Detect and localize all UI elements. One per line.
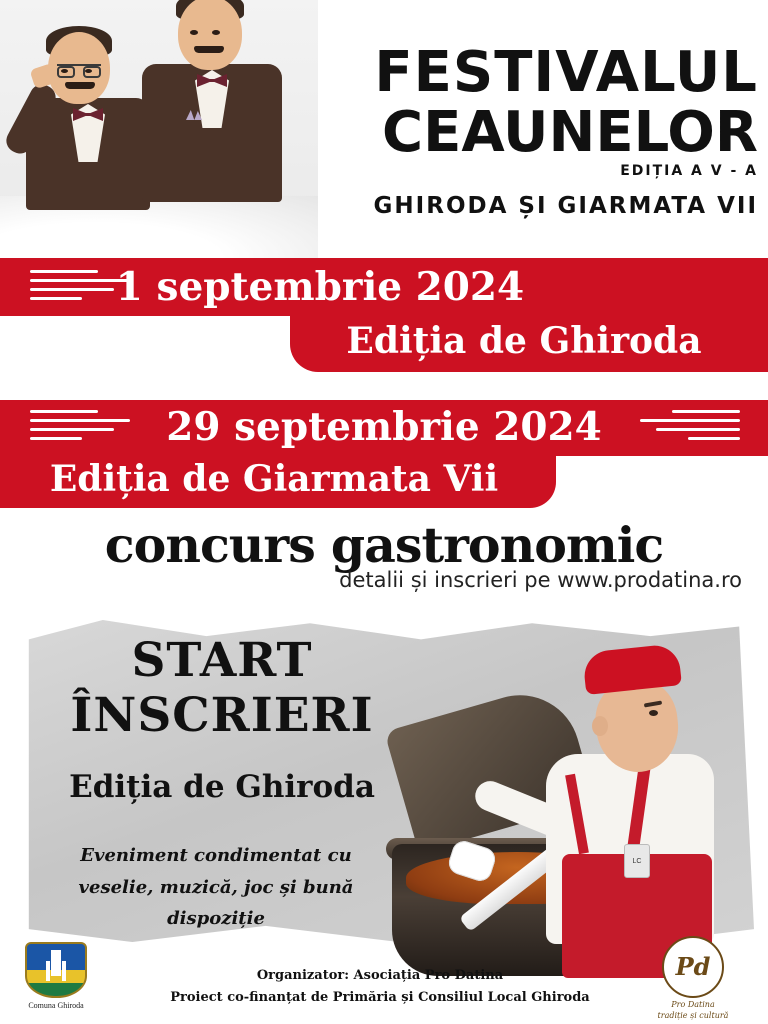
logo-subtitle: Pro Datina — [671, 1000, 715, 1009]
logo-ring-icon — [662, 936, 724, 998]
logo-tagline: tradiție și cultură — [657, 1011, 729, 1020]
organizer-block — [120, 965, 640, 1011]
entertainers-photo — [0, 0, 318, 258]
chef-ear — [592, 716, 608, 736]
entertainer-right-suit — [142, 64, 282, 202]
contest-section — [0, 516, 768, 592]
entertainer-left-mustache — [65, 82, 95, 89]
registration-tagline-line1: Eveniment condimentat cu — [80, 845, 352, 866]
glasses-icon — [57, 64, 101, 76]
ghiroda-coat-of-arms — [16, 942, 96, 1014]
registration-start-line1: START — [131, 633, 313, 688]
footer-section — [0, 928, 768, 1024]
entertainer-right-head — [178, 0, 242, 70]
event-band-giarmata — [0, 400, 768, 508]
festival-title-block — [330, 40, 758, 219]
band2-edition: Ediția de Giarmata Vii — [49, 458, 499, 500]
registration-tagline — [36, 840, 396, 935]
entertainer-right — [132, 0, 292, 224]
chef-hat-icon — [582, 643, 682, 695]
registration-edition: Ediția de Ghiroda — [69, 769, 375, 806]
band1-edition: Ediția de Ghiroda — [346, 320, 702, 362]
registration-tagline-line2: veselie, muzică, joc și bună dispoziție — [78, 876, 354, 929]
glasses-lens-right — [83, 66, 101, 78]
chef-badge: LC — [624, 844, 650, 878]
entertainer-right-eye-left — [190, 30, 198, 35]
registration-headline-block — [42, 634, 402, 805]
festival-title-line2: CEAUNELOR — [382, 99, 758, 165]
header-section — [0, 0, 768, 262]
contest-headline: concurs gastronomic — [104, 516, 664, 574]
pocket-square — [186, 110, 202, 120]
funding-line: Proiect co-finanțat de Primăria și Consiliul Local Ghiroda — [170, 990, 590, 1006]
event-band-ghiroda — [0, 258, 768, 376]
pro-datina-logo — [638, 936, 748, 1020]
registration-start-line2: ÎNSCRIERI — [70, 687, 374, 743]
festival-edition-number: EDIȚIA A V - A — [620, 162, 758, 179]
entertainer-right-mustache — [194, 46, 224, 53]
organizer-line: Organizator: Asociația Pro Datina — [256, 967, 504, 983]
chef-eye — [649, 710, 658, 716]
band2-date: 29 septembrie 2024 — [166, 404, 602, 450]
festival-localities: GHIRODA ȘI GIARMATA VII — [373, 192, 758, 219]
logo-initials: Pd — [675, 951, 711, 981]
crest-label: Comuna Ghiroda — [28, 1001, 84, 1010]
shield-icon — [25, 942, 87, 998]
entertainer-right-eye-right — [212, 30, 220, 35]
contest-details[interactable]: detalii și inscrieri pe www.prodatina.ro — [339, 568, 742, 592]
festival-title-line1: FESTIVALUL — [374, 40, 758, 105]
glasses-lens-left — [57, 66, 75, 78]
band1-date: 1 septembrie 2024 — [115, 264, 525, 310]
